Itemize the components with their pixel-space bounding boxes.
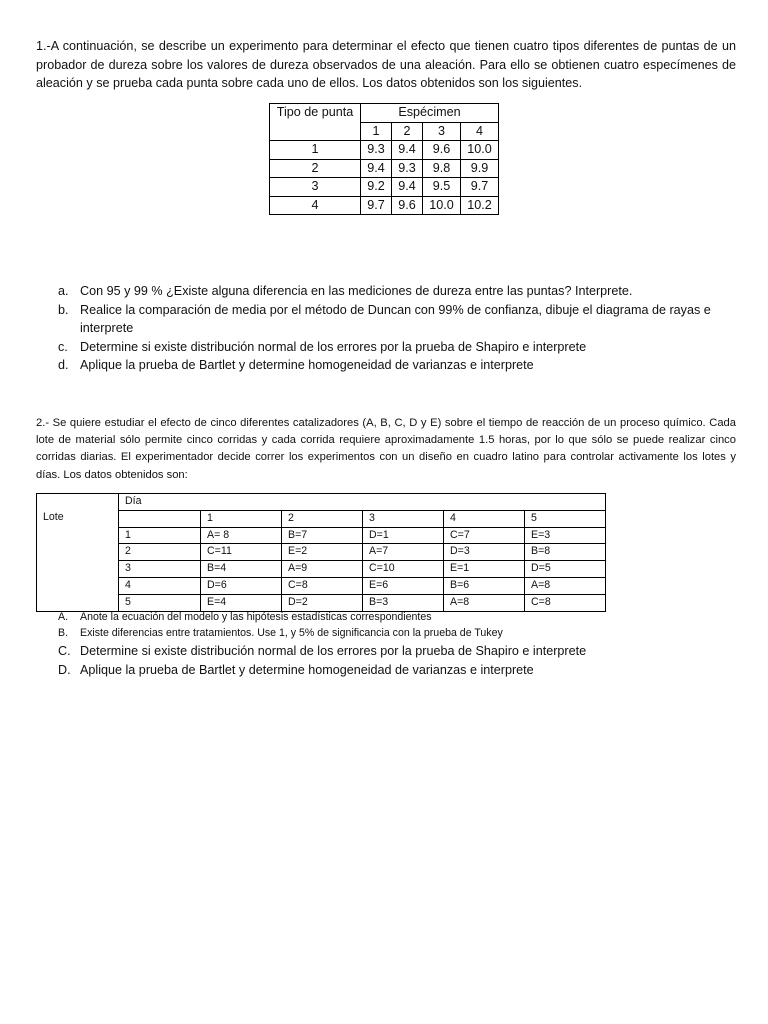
- table-row: [37, 544, 606, 561]
- treatment-cell: D=1: [363, 527, 444, 544]
- problem2-questions-large: [36, 642, 736, 679]
- list-marker: b.: [58, 302, 69, 317]
- treatment-cell: C=11: [201, 544, 282, 561]
- tip-cell: 4: [270, 196, 361, 215]
- specimen-4: 4: [461, 122, 499, 141]
- value-cell: 9.7: [461, 178, 499, 197]
- list-marker: d.: [58, 358, 69, 372]
- table-header-row: [37, 494, 606, 511]
- hardness-table: [269, 103, 499, 215]
- problem2-questions-small: [36, 609, 736, 641]
- empty-corner-cell: [37, 494, 119, 511]
- treatment-cell: E=1: [444, 561, 525, 578]
- table-row: [270, 196, 499, 215]
- specimen-2: 2: [392, 122, 423, 141]
- treatment-cell: D=2: [282, 594, 363, 611]
- question-text: Con 95 y 99 % ¿Existe alguna diferencia en las mediciones de dureza entre las puntas? Interprete.: [80, 284, 633, 298]
- problem2-intro: 2.- Se quiere estudiar el efecto de cinco diferentes catalizadores (A, B, C, D y E) sobre el tiempo de reacción de un proceso químico. Cada lote de material sólo permite cinco corridas y cada corrida requiere aproximadamente 1.5 horas, por lo que sólo se puede realizar cinco corridas diarias. El experimentador decide correr los experimentos con un diseño en cuadro latino para controlar activamente los lotes y días. Los datos obtenidos son:: [36, 417, 736, 481]
- value-cell: 9.2: [361, 178, 392, 197]
- lote-cell: 5: [119, 594, 201, 611]
- list-item: [36, 338, 736, 357]
- treatment-cell: B=7: [282, 527, 363, 544]
- treatment-cell: B=3: [363, 594, 444, 611]
- list-marker: a.: [58, 284, 69, 298]
- treatment-cell: B=4: [201, 561, 282, 578]
- question-text: Aplique la prueba de Bartlet y determine homogeneidad de varianzas e interprete: [80, 358, 534, 372]
- empty-cell: [119, 510, 201, 527]
- list-item: [36, 642, 736, 661]
- header-dia: Día: [119, 494, 606, 511]
- table-row: [37, 561, 606, 578]
- value-cell: 9.5: [423, 178, 461, 197]
- list-item: [36, 661, 736, 680]
- question-text: Determine si existe distribución normal de los errores por la prueba de Shapiro e interprete: [80, 339, 587, 354]
- table-row: [270, 178, 499, 197]
- treatment-cell: C=10: [363, 561, 444, 578]
- table-row: [270, 141, 499, 160]
- table-row: [270, 159, 499, 178]
- question-text: Existe diferencias entre tratamientos. Use 1, y 5% de significancia con la prueba de Tukey: [80, 627, 503, 639]
- treatment-cell: C=7: [444, 527, 525, 544]
- treatment-cell: B=6: [444, 577, 525, 594]
- list-marker: B.: [58, 627, 69, 639]
- treatment-cell: E=2: [282, 544, 363, 561]
- day-4: 4: [444, 510, 525, 527]
- list-item: [36, 282, 736, 301]
- header-lote: Lote: [37, 510, 119, 527]
- value-cell: 9.4: [392, 141, 423, 160]
- value-cell: 10.0: [423, 196, 461, 215]
- treatment-cell: D=3: [444, 544, 525, 561]
- value-cell: 9.3: [392, 159, 423, 178]
- value-cell: 9.7: [361, 196, 392, 215]
- treatment-cell: D=5: [525, 561, 606, 578]
- header-especimen: Espécimen: [361, 104, 499, 123]
- latin-square-table: [36, 493, 606, 612]
- treatment-cell: A= 8: [201, 527, 282, 544]
- treatment-cell: A=7: [363, 544, 444, 561]
- treatment-cell: B=8: [525, 544, 606, 561]
- treatment-cell: E=4: [201, 594, 282, 611]
- lote-cell: 4: [119, 577, 201, 594]
- value-cell: 9.4: [392, 178, 423, 197]
- lote-cell: 3: [119, 561, 201, 578]
- list-marker: c.: [58, 339, 68, 354]
- empty-cell: [37, 544, 119, 561]
- header-tipo-de-punta: Tipo de punta: [270, 104, 361, 141]
- list-item: [36, 301, 736, 338]
- value-cell: 9.9: [461, 159, 499, 178]
- specimen-1: 1: [361, 122, 392, 141]
- question-text: Aplique la prueba de Bartlet y determine homogeneidad de varianzas e interprete: [80, 662, 534, 677]
- day-5: 5: [525, 510, 606, 527]
- list-marker: D.: [58, 662, 71, 677]
- tip-cell: 1: [270, 141, 361, 160]
- specimen-3: 3: [423, 122, 461, 141]
- day-3: 3: [363, 510, 444, 527]
- list-marker: C.: [58, 644, 71, 658]
- list-item: [36, 609, 736, 625]
- value-cell: 9.6: [392, 196, 423, 215]
- day-2: 2: [282, 510, 363, 527]
- tip-cell: 2: [270, 159, 361, 178]
- problem1-questions: [36, 282, 736, 375]
- value-cell: 9.6: [423, 141, 461, 160]
- treatment-cell: D=6: [201, 577, 282, 594]
- lote-cell: 2: [119, 544, 201, 561]
- question-text: Determine si existe distribución normal de los errores por la prueba de Shapiro e interprete: [80, 644, 587, 658]
- treatment-cell: E=6: [363, 577, 444, 594]
- empty-cell: [37, 527, 119, 544]
- table-row: [37, 527, 606, 544]
- table-header-row: [270, 104, 499, 123]
- value-cell: 10.2: [461, 196, 499, 215]
- treatment-cell: C=8: [282, 577, 363, 594]
- treatment-cell: E=3: [525, 527, 606, 544]
- lote-cell: 1: [119, 527, 201, 544]
- value-cell: 9.4: [361, 159, 392, 178]
- treatment-cell: A=8: [444, 594, 525, 611]
- treatment-cell: A=8: [525, 577, 606, 594]
- tip-cell: 3: [270, 178, 361, 197]
- treatment-cell: A=9: [282, 561, 363, 578]
- question-text: Anote la ecuación del modelo y las hipótesis estadísticas correspondientes: [80, 611, 432, 623]
- value-cell: 10.0: [461, 141, 499, 160]
- value-cell: 9.3: [361, 141, 392, 160]
- value-cell: 9.8: [423, 159, 461, 178]
- day-1: 1: [201, 510, 282, 527]
- table-row: [37, 577, 606, 594]
- list-marker: A.: [58, 611, 69, 623]
- list-item: [36, 356, 736, 375]
- empty-cell: [37, 577, 119, 594]
- question-text: Realice la comparación de media por el método de Duncan con 99% de confianza, dibuje el diagrama de rayas e interprete: [80, 302, 711, 335]
- problem1-intro: 1.-A continuación, se describe un experimento para determinar el efecto que tienen cuatro tipos diferentes de puntas de un probador de dureza sobre los valores de dureza observados de una aleación. Para ello se obtienen cuatro especímenes de aleación y se prueba cada punta sobre cada uno de ellos. Los datos obtenidos son los siguientes.: [36, 39, 736, 90]
- list-item: [36, 625, 736, 641]
- treatment-cell: C=8: [525, 594, 606, 611]
- table-subheader-row: [37, 510, 606, 527]
- empty-cell: [37, 561, 119, 578]
